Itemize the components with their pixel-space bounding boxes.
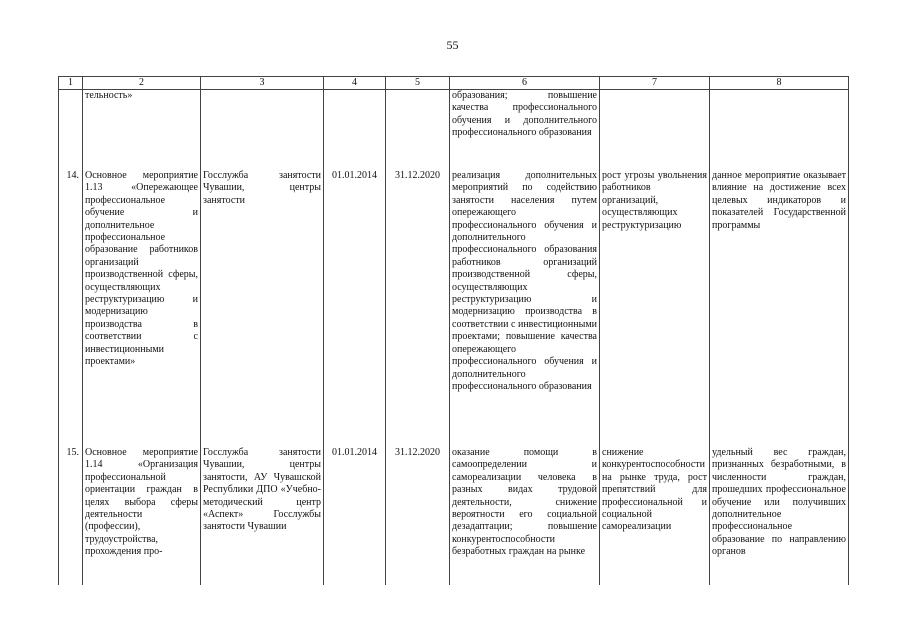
cell-indicators (710, 90, 849, 171)
measures-table (58, 76, 849, 585)
col-1-header: 1 (59, 77, 83, 90)
cell-result: оказание помощи в самоопределении и самореализации человека в разных видах трудовой деятельности, снижение вероятности его социальной дезадаптации; повышение конкурентоспособности безработных граждан на рынке (450, 447, 600, 585)
cell-consequences (600, 90, 710, 171)
cell-end-date: 31.12.2020 (386, 170, 450, 447)
cell-consequences: снижение конкурентоспособности на рынке труда, рост препятствий для профессиональной и социальной самореализации (600, 447, 710, 585)
col-6-header: 6 (450, 77, 600, 90)
cell-start-date (324, 90, 386, 171)
cell-start-date: 01.01.2014 (324, 447, 386, 585)
cell-num: 15. (59, 447, 83, 585)
cell-measure: Основное мероприятие 1.14 «Организация профессиональной ориентации граждан в целях выбора сферы деятельности (профессии), трудоустройства, прохождения про- (83, 447, 201, 585)
cell-result: образования; повышение качества профессионального обучения и дополнительного профессионального образования (450, 90, 600, 171)
col-3-header: 3 (201, 77, 324, 90)
cell-end-date (386, 90, 450, 171)
cell-num (59, 90, 83, 171)
col-5-header: 5 (386, 77, 450, 90)
col-8-header: 8 (710, 77, 849, 90)
table-row-14 (59, 170, 849, 447)
cell-responsible: Госслужба занятости Чувашии, центры занятости, АУ Чувашской Республики ДПО «Учебно-методический центр «Аспект» Госслужбы занятости Чувашии (201, 447, 324, 585)
cell-responsible (201, 90, 324, 171)
cell-indicators: данное мероприятие оказывает влияние на достижение всех целевых индикаторов и показателей Государственной программы (710, 170, 849, 447)
cell-num: 14. (59, 170, 83, 447)
cell-consequences: рост угрозы увольнения работников организаций, осуществляющих реструктуризацию (600, 170, 710, 447)
col-7-header: 7 (600, 77, 710, 90)
column-number-header (59, 77, 849, 90)
cell-start-date: 01.01.2014 (324, 170, 386, 447)
cell-result: реализация дополнительных мероприятий по содействию занятости населения путем опережающего профессионального обучения и дополнительного профессионального образования работников организаций производственной сферы, осуществляющих реструктуризацию и модернизацию производства в соответствии с инвестиционными проектами; повышение качества опережающего профессионального обучения и дополнительного профессионального образования (450, 170, 600, 447)
cell-end-date: 31.12.2020 (386, 447, 450, 585)
cell-measure: Основное мероприятие 1.13 «Опережающее профессиональное обучение и дополнительное профессиональное образование работников организаций производственной сферы, осуществляющих реструктуризацию и модернизацию производства в соответствии с инвестиционными проектами» (83, 170, 201, 447)
page-number: 55 (446, 38, 459, 52)
table-row-15 (59, 447, 849, 585)
col-4-header: 4 (324, 77, 386, 90)
cell-indicators: удельный вес граждан, признанных безработными, в численности граждан, прошедших профессиональное обучение или получивших дополнительное профессиональное образование по направлению органов (710, 447, 849, 585)
cell-responsible: Госслужба занятости Чувашии, центры занятости (201, 170, 324, 447)
table-row-continuation (59, 90, 849, 171)
cell-measure: тельность» (83, 90, 201, 171)
col-2-header: 2 (83, 77, 201, 90)
